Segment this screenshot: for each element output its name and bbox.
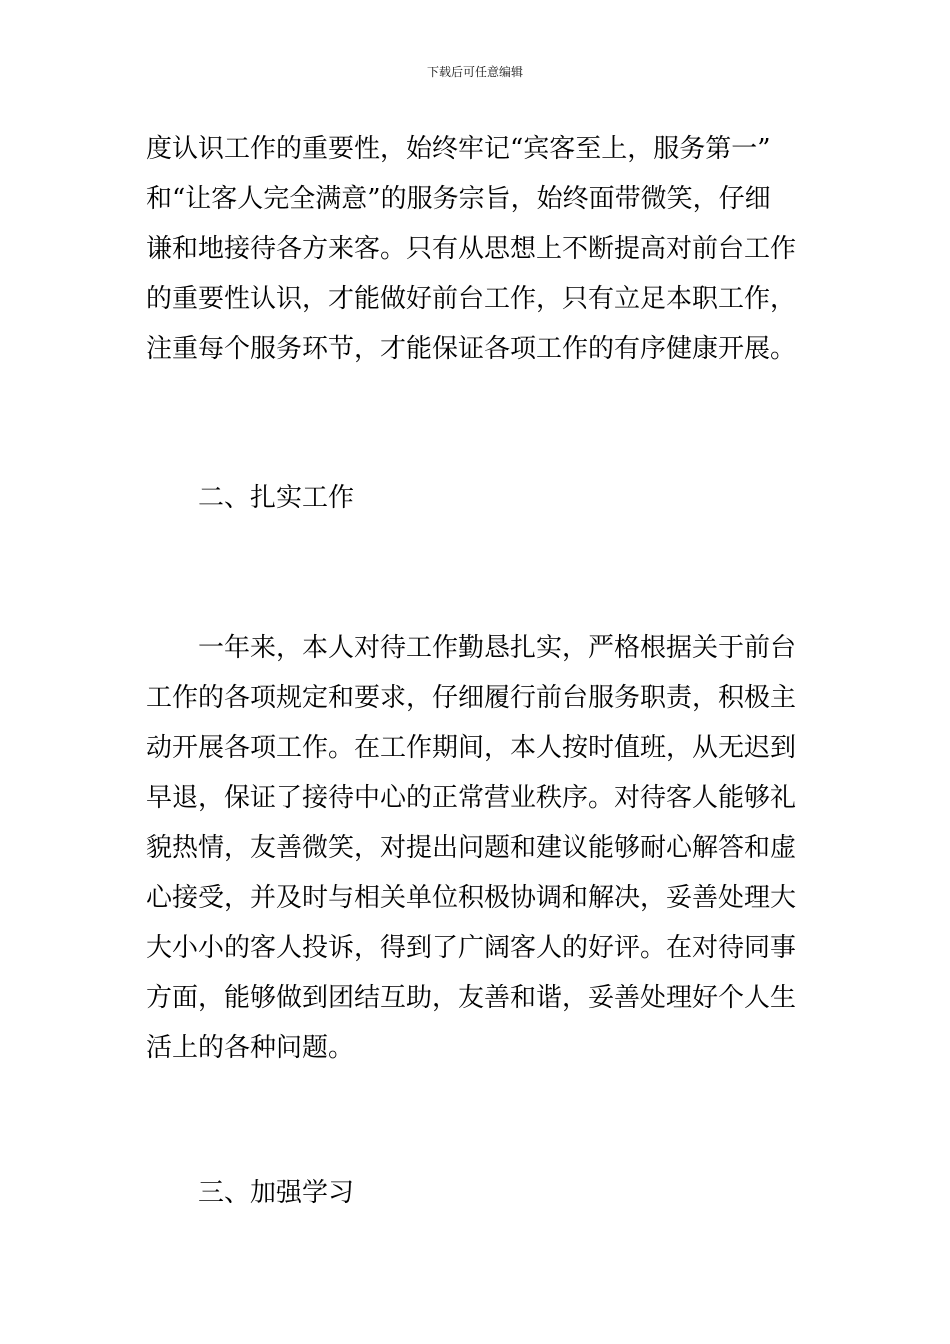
paragraph-line: 貌热情，友善微笑，对提出问题和建议能够耐心解答和虚: [146, 833, 797, 863]
paragraph-line: 活上的各种问题。: [146, 1033, 355, 1063]
paragraph-1: [146, 124, 810, 374]
paragraph-line: 度认识工作的重要性，始终牢记“宾客至上，服务第一”: [146, 134, 771, 164]
section-heading-text: 二、扎实工作: [198, 483, 355, 513]
paragraph-line: 动开展各项工作。在工作期间，本人按时值班，从无迟到: [146, 733, 797, 763]
paragraph-line: 工作的各项规定和要求，仔细履行前台服务职责，积极主: [146, 683, 797, 713]
paragraph-line: 心接受，并及时与相关单位积极协调和解决，妥善处理大: [146, 883, 797, 913]
section-heading-3: [146, 1168, 810, 1218]
paragraph-line: 谦和地接待各方来客。只有从思想上不断提高对前台工作: [146, 234, 797, 264]
section-heading-2: [146, 473, 810, 523]
paragraph-2: [146, 623, 810, 1073]
page-header: 下载后可任意编辑: [426, 65, 523, 79]
paragraph-line: 的重要性认识，才能做好前台工作，只有立足本职工作，: [146, 284, 797, 314]
section-heading-text: 三、加强学习: [198, 1178, 355, 1208]
paragraph-line: 大小小的客人投诉，得到了广阔客人的好评。在对待同事: [146, 933, 797, 963]
paragraph-line: 一年来，本人对待工作勤恳扎实，严格根据关于前台: [198, 633, 797, 663]
paragraph-line: 和“让客人完全满意”的服务宗旨，始终面带微笑，仔细: [146, 184, 771, 214]
paragraph-line: 注重每个服务环节，才能保证各项工作的有序健康开展。: [146, 334, 797, 364]
paragraph-line: 方面，能够做到团结互助，友善和谐，妥善处理好个人生: [146, 983, 797, 1013]
paragraph-line: 早退，保证了接待中心的正常营业秩序。对待客人能够礼: [146, 783, 797, 813]
